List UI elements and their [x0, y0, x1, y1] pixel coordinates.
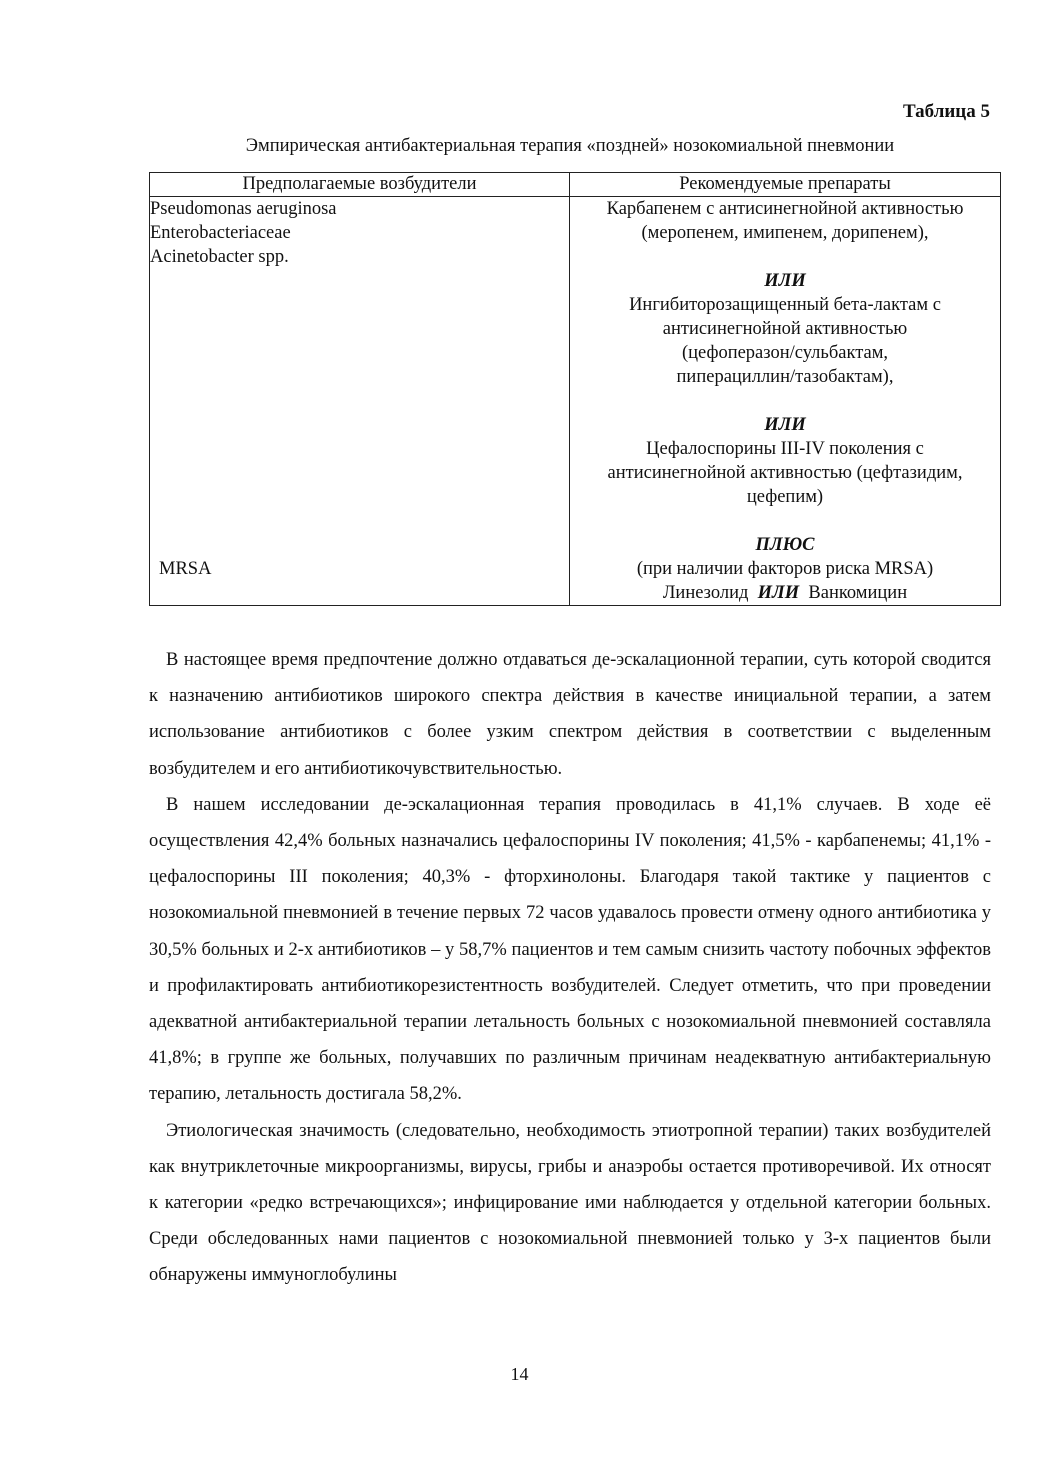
drug-line: цефепим): [746, 487, 824, 507]
pathogen-item: Enterobacteriaceae: [150, 223, 291, 243]
spacer: [570, 389, 1000, 413]
pathogens-cell: [150, 197, 570, 606]
mrsa-drugs: [570, 581, 1000, 605]
drug-line: пиперациллин/тазобактам),: [676, 367, 894, 387]
body-text: [149, 642, 991, 1294]
spacer: [570, 509, 1000, 533]
drug-line: (меропенем, имипенем, дорипенем),: [641, 223, 929, 243]
therapy-table: [149, 172, 1001, 606]
or-label: ИЛИ: [764, 415, 806, 435]
vancomycin: Ванкомицин: [808, 583, 908, 603]
drug-line: Цефалоспорины III-IV поколения с: [646, 439, 924, 459]
linezolid: Линезолид: [662, 583, 749, 603]
drug-line: Ингибиторозащищенный бета-лактам с: [629, 295, 941, 315]
mrsa-condition: (при наличии факторов риска MRSA): [636, 559, 934, 579]
drugs-cell: [570, 197, 1001, 606]
paragraph: Этиологическая значимость (следовательно, необходимость этиотропной терапии) таких возбудителей как внутриклеточные микроорганизмы, вирусы, грибы и анаэробы остается противоречивой. Их относят к категории «редко встречающихся»; инфицирование ими наблюдается у отдельной категории больных. Среди обследованных нами пациентов с нозокомиальной пневмонией только у 3-х пациентов были обнаружены иммуноглобулины: [149, 1120, 991, 1286]
drug-line: антисинегнойной активностью (цефтазидим,: [607, 463, 963, 483]
drug-line: антисинегнойной активностью: [662, 319, 908, 339]
header-pathogens: Предполагаемые возбудители: [150, 173, 570, 197]
spacer: [570, 245, 1000, 269]
table-caption: Эмпирическая антибактериальная терапия «поздней» нозокомиальной пневмонии: [245, 136, 895, 156]
table-number: Таблица 5: [902, 101, 990, 122]
table-row: [150, 197, 1001, 606]
pathogen-mrsa: MRSA: [159, 559, 212, 579]
drug-line: Карбапенем с антисинегнойной активностью: [606, 199, 964, 219]
drug-line: (цефоперазон/сульбактам,: [681, 343, 889, 363]
paragraph: В нашем исследовании де-эскалационная терапия проводилась в 41,1% случаев. В ходе её осуществления 42,4% больных назначались цефалоспорины IV поколения; 41,5% - карбапенемы; 41,1% - цефалоспорины III поколения; 40,3% - фторхинолоны. Благодаря такой тактике у пациентов с нозокомиальной пневмонией в течение первых 72 часов удавалось провести отмену одного антибиотика у 30,5% больных и 2-х антибиотиков – у 58,7% пациентов и тем самым снизить частоту побочных эффектов и профилактировать антибиотикорезистентность возбудителей. Следует отметить, что при проведении адекватной антибактериальной терапии летальность больных с нозокомиальной пневмонией составляла 41,8%; в группе же больных, получавших по различным причинам неадекватную антибактериальную терапию, летальность достигала 58,2%.: [149, 794, 991, 1105]
pathogen-item: Acinetobacter spp.: [150, 247, 289, 267]
or-label: ИЛИ: [764, 271, 806, 291]
header-drugs: Рекомендуемые препараты: [570, 173, 1001, 197]
table-header-row: [150, 173, 1001, 197]
plus-label: ПЛЮС: [755, 535, 815, 555]
paragraph: В настоящее время предпочтение должно отдаваться де-эскалационной терапии, суть которой сводится к назначению антибиотиков широкого спектра действия в качестве инициальной терапии, а затем использование антибиотиков с более узким спектром действия в соответствии с выделенным возбудителем и его антибиотикочувствительностью.: [149, 650, 991, 779]
pathogen-item: Pseudomonas aeruginosa: [150, 199, 337, 219]
page-number: 14: [510, 1364, 529, 1384]
or-label: ИЛИ: [757, 583, 800, 603]
